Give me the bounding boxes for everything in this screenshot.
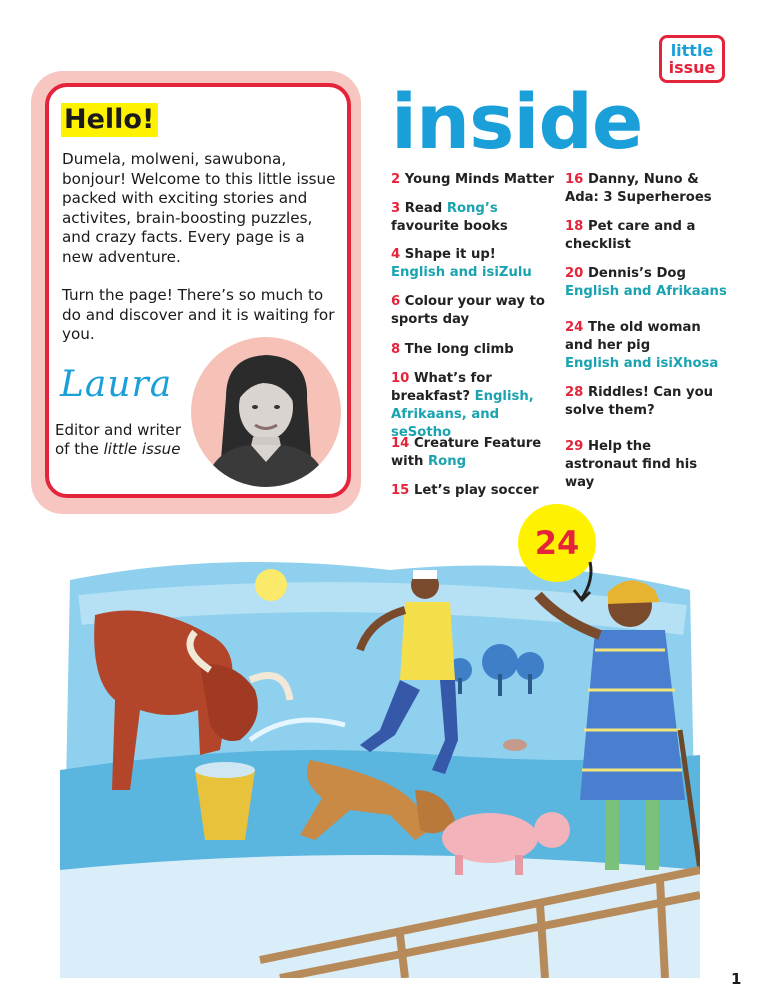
logo-line-2: issue: [668, 58, 716, 77]
toc-title: Read: [404, 201, 447, 216]
toc-item: [565, 171, 735, 207]
logo-line-1: little: [670, 41, 714, 60]
toc-item: [391, 246, 566, 282]
toc-page-number: 3: [391, 201, 401, 216]
toc-item: [565, 218, 715, 254]
mouse-figure: [503, 739, 527, 751]
toc-item: [565, 319, 730, 373]
toc-title: Colour your way to sports day: [391, 294, 545, 327]
little-issue-logo: [659, 35, 725, 83]
page-24-badge: 24: [518, 504, 596, 582]
invite-paragraph: Turn the page! There’s so much to do and discover and it is waiting for you.: [62, 286, 335, 344]
editor-caption: [55, 421, 181, 459]
toc-title: Let’s play soccer: [413, 483, 539, 498]
toc-page-number: 28: [565, 385, 584, 400]
toc-title: Help the astronaut find his way: [565, 439, 698, 490]
toc-highlight: English, Afrikaans, and seSotho: [391, 389, 534, 440]
toc-title-continued: favourite books: [391, 219, 508, 234]
toc-page-number: 14: [391, 436, 410, 451]
moon-icon: [255, 569, 287, 601]
toc-page-number: 18: [565, 219, 584, 234]
greeting-heading: Hello!: [61, 103, 158, 137]
toc-item: [391, 482, 566, 500]
toc-highlight: Rong’s: [446, 201, 498, 216]
toc-title: Riddles! Can you solve them?: [565, 385, 714, 418]
toc-title: The long climb: [404, 342, 514, 357]
editor-role: Editor and writer: [55, 421, 182, 439]
toc-page-number: 4: [391, 247, 401, 262]
toc-page-number: 20: [565, 266, 584, 281]
toc-title: Danny, Nuno & Ada: 3 Superheroes: [565, 172, 712, 205]
toc-title: Pet care and a checklist: [565, 219, 696, 252]
toc-title: Creature Feature with: [391, 436, 542, 469]
toc-title: What’s for breakfast?: [391, 371, 492, 404]
toc-highlight: English and Afrikaans: [565, 284, 727, 299]
editor-portrait-avatar: [191, 337, 341, 487]
toc-item: [391, 171, 566, 189]
toc-title: Shape it up!: [404, 247, 496, 262]
toc-page-number: 8: [391, 342, 401, 357]
toc-item: [391, 435, 551, 471]
toc-page-number: 29: [565, 439, 584, 454]
editor-signature: Laura: [60, 364, 173, 405]
toc-title: The old woman and her pig: [565, 320, 701, 353]
toc-title: Dennis’s Dog: [587, 266, 686, 281]
toc-item: [565, 438, 725, 492]
toc-item: [391, 200, 566, 236]
publication-name: little issue: [103, 440, 181, 458]
toc-page-number: 2: [391, 172, 401, 187]
bucket-icon: [195, 770, 255, 840]
arrow-down-icon: [570, 560, 600, 606]
toc-item: [391, 341, 566, 359]
toc-highlight: Rong: [428, 454, 467, 469]
intro-paragraph: Dumela, molweni, sawubona, bonjour! Welcome to this little issue packed with exciting stories and activites, brain-boosting puzzles, and crazy facts. Every page is a new adventure.: [62, 150, 336, 266]
toc-item: [391, 370, 556, 442]
toc-item: [391, 293, 566, 329]
editor-role-of: of the: [55, 440, 104, 458]
inside-title: inside: [391, 77, 643, 166]
toc-page-number: 24: [565, 320, 584, 335]
toc-page-number: 15: [391, 483, 410, 498]
page-number: 1: [731, 970, 742, 988]
toc-page-number: 10: [391, 371, 410, 386]
toc-highlight: English and isiXhosa: [565, 356, 719, 371]
toc-page-number: 16: [565, 172, 584, 187]
toc-item: [565, 384, 715, 420]
story-illustration: [60, 540, 700, 978]
toc-title: Young Minds Matter: [404, 172, 554, 187]
toc-highlight: English and isiZulu: [391, 265, 532, 280]
toc-page-number: 6: [391, 294, 401, 309]
toc-item: [565, 265, 735, 301]
